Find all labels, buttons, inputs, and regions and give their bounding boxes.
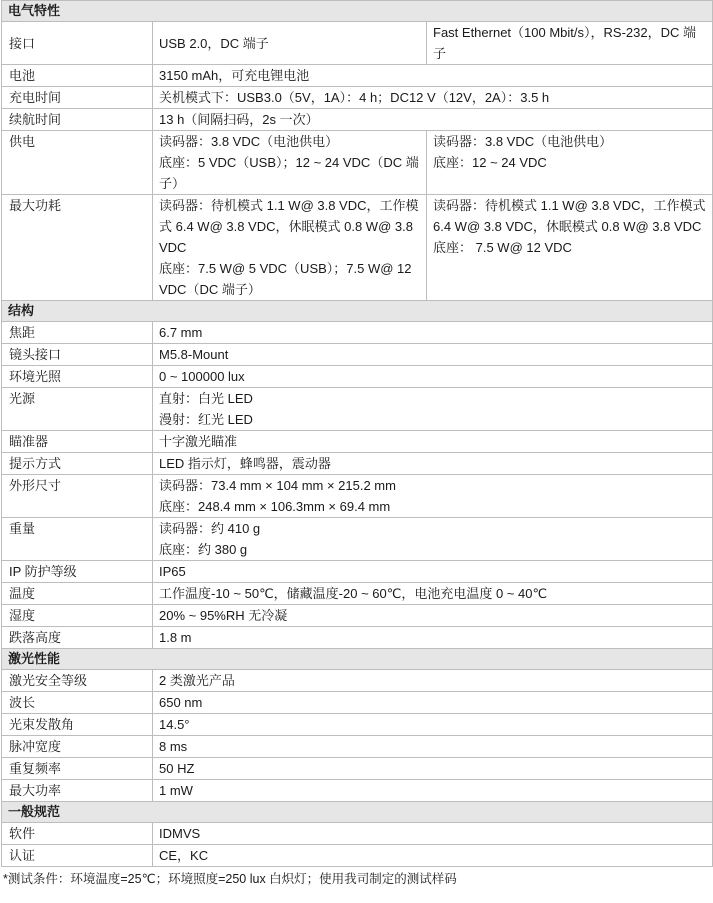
row-aim xyxy=(2,431,713,453)
section-title: 结构 xyxy=(2,301,713,322)
value-line: 直射：白光 LED xyxy=(159,391,253,406)
row-value: 650 nm xyxy=(153,692,713,714)
row-light xyxy=(2,388,713,431)
row-label: IP 防护等级 xyxy=(2,561,153,583)
row-label: 认证 xyxy=(2,845,153,867)
row-label: 光束发散角 xyxy=(2,714,153,736)
row-value: 6.7 mm xyxy=(153,322,713,344)
row-label: 湿度 xyxy=(2,605,153,627)
value-line: 读码器：3.8 VDC（电池供电） xyxy=(159,134,339,149)
value-line: 底座：约 380 g xyxy=(159,542,248,557)
value-line: 漫射：红光 LED xyxy=(159,412,253,427)
row-divergence xyxy=(2,714,713,736)
section-header-electrical xyxy=(2,1,713,22)
section-title: 电气特性 xyxy=(2,1,713,22)
row-label: 续航时间 xyxy=(2,109,153,131)
value-line: 读码器：约 410 g xyxy=(159,521,261,536)
row-label: 外形尺寸 xyxy=(2,475,153,518)
row-value: 关机模式下：USB3.0（5V，1A）：4 h；DC12 V（12V，2A）：3.5 h xyxy=(153,87,713,109)
row-label: 瞄准器 xyxy=(2,431,153,453)
row-label: 充电时间 xyxy=(2,87,153,109)
row-endurance xyxy=(2,109,713,131)
row-value xyxy=(153,475,713,518)
row-value xyxy=(427,131,713,195)
row-label: 接口 xyxy=(2,22,153,65)
row-battery xyxy=(2,65,713,87)
row-value: 8 ms xyxy=(153,736,713,758)
row-value xyxy=(153,131,427,195)
row-value: 50 HZ xyxy=(153,758,713,780)
row-label: 重量 xyxy=(2,518,153,561)
row-power xyxy=(2,131,713,195)
row-charge xyxy=(2,87,713,109)
value-line: 底座：248.4 mm × 106.3mm × 69.4 mm xyxy=(159,499,391,514)
row-value: USB 2.0，DC 端子 xyxy=(153,22,427,65)
value-line: 读码器：73.4 mm × 104 mm × 215.2 mm xyxy=(159,478,396,493)
row-laser-safety xyxy=(2,670,713,692)
row-value xyxy=(153,388,713,431)
row-temp xyxy=(2,583,713,605)
row-prompt xyxy=(2,453,713,475)
row-label: 激光安全等级 xyxy=(2,670,153,692)
row-maxpow xyxy=(2,780,713,802)
row-label: 焦距 xyxy=(2,322,153,344)
row-value xyxy=(153,195,427,301)
row-label: 脉冲宽度 xyxy=(2,736,153,758)
row-mount xyxy=(2,344,713,366)
row-value: 1.8 m xyxy=(153,627,713,649)
row-label: 提示方式 xyxy=(2,453,153,475)
row-value: 1 mW xyxy=(153,780,713,802)
row-value: 14.5° xyxy=(153,714,713,736)
row-label: 重复频率 xyxy=(2,758,153,780)
row-label: 光源 xyxy=(2,388,153,431)
row-cert xyxy=(2,845,713,867)
test-condition-footnote: *测试条件：环境温度=25℃；环境照度=250 lux 白炽灯；使用我司制定的测试样码 xyxy=(3,872,457,886)
row-value: LED 指示灯，蜂鸣器，震动器 xyxy=(153,453,713,475)
row-interface xyxy=(2,22,713,65)
section-title: 激光性能 xyxy=(2,649,713,670)
row-label: 供电 xyxy=(2,131,153,195)
row-software xyxy=(2,823,713,845)
row-weight xyxy=(2,518,713,561)
row-label: 最大功耗 xyxy=(2,195,153,301)
row-label: 镜头接口 xyxy=(2,344,153,366)
row-value: 2 类激光产品 xyxy=(153,670,713,692)
row-value: CE，KC xyxy=(153,845,713,867)
section-header-laser xyxy=(2,649,713,670)
value-line: 底座： 7.5 W@ 12 VDC xyxy=(433,240,572,255)
row-value: IDMVS xyxy=(153,823,713,845)
row-value xyxy=(153,518,713,561)
row-value: 0 ~ 100000 lux xyxy=(153,366,713,388)
row-label: 温度 xyxy=(2,583,153,605)
row-ambient xyxy=(2,366,713,388)
row-value: 13 h（间隔扫码，2s 一次） xyxy=(153,109,713,131)
value-line: 读码器：待机模式 1.1 W@ 3.8 VDC，工作模式 6.4 W@ 3.8 VDC，休眠模式 0.8 W@ 3.8 VDC xyxy=(159,198,419,255)
row-maxpower xyxy=(2,195,713,301)
row-value: M5.8-Mount xyxy=(153,344,713,366)
row-dims xyxy=(2,475,713,518)
section-header-general xyxy=(2,802,713,823)
section-header-structure xyxy=(2,301,713,322)
row-value: IP65 xyxy=(153,561,713,583)
value-line: 底座：12 ~ 24 VDC xyxy=(433,155,547,170)
section-title: 一般规范 xyxy=(2,802,713,823)
row-humidity xyxy=(2,605,713,627)
row-value: 工作温度-10 ~ 50℃，储藏温度-20 ~ 60℃，电池充电温度 0 ~ 40℃ xyxy=(153,583,713,605)
row-value: Fast Ethernet（100 Mbit/s），RS-232，DC 端子 xyxy=(427,22,713,65)
row-label: 电池 xyxy=(2,65,153,87)
row-focal xyxy=(2,322,713,344)
row-value: 3150 mAh，可充电锂电池 xyxy=(153,65,713,87)
value-line: 读码器：3.8 VDC（电池供电） xyxy=(433,134,613,149)
row-label: 跌落高度 xyxy=(2,627,153,649)
row-freq xyxy=(2,758,713,780)
row-value xyxy=(427,195,713,301)
row-wavelength xyxy=(2,692,713,714)
row-drop xyxy=(2,627,713,649)
row-label: 波长 xyxy=(2,692,153,714)
row-label: 软件 xyxy=(2,823,153,845)
value-line: 底座：7.5 W@ 5 VDC（USB）；7.5 W@ 12 VDC（DC 端子） xyxy=(159,261,412,297)
value-line: 底座：5 VDC（USB）；12 ~ 24 VDC（DC 端子） xyxy=(159,155,419,191)
row-pulse xyxy=(2,736,713,758)
row-ip xyxy=(2,561,713,583)
spec-table xyxy=(1,0,713,867)
value-line: 读码器：待机模式 1.1 W@ 3.8 VDC，工作模式 6.4 W@ 3.8 VDC，休眠模式 0.8 W@ 3.8 VDC xyxy=(433,198,706,234)
row-label: 最大功率 xyxy=(2,780,153,802)
row-label: 环境光照 xyxy=(2,366,153,388)
row-value: 十字激光瞄准 xyxy=(153,431,713,453)
row-value: 20% ~ 95%RH 无冷凝 xyxy=(153,605,713,627)
